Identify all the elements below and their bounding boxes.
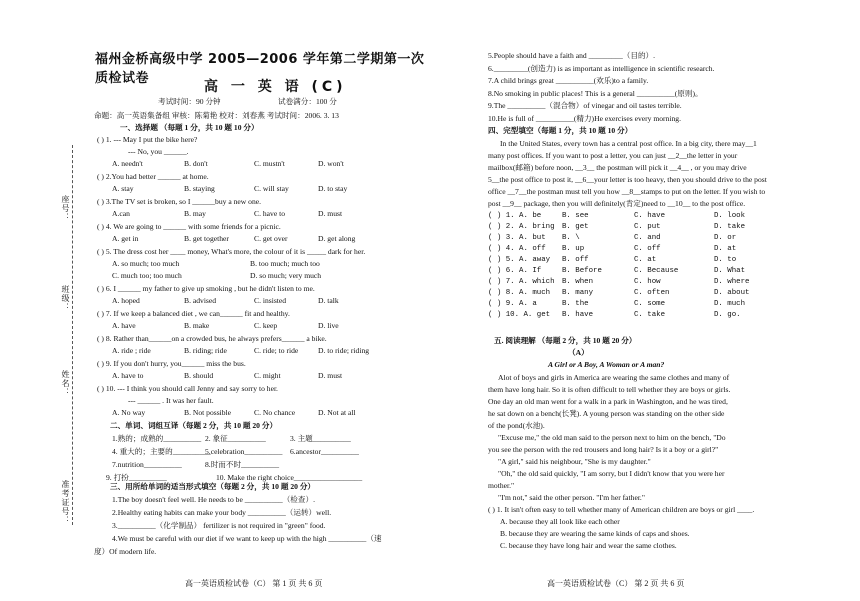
section-title: 二、单词、词组互译（每题 2 分，共 10 题 20 分） [110,421,278,430]
answer-option: D. live [318,321,339,330]
reading-passage-line: mother." [488,481,515,490]
cloze-option: C. often [634,289,670,297]
cloze-option: B. up [562,245,585,253]
answer-option: B. don't [184,159,208,168]
answer-option: D. Not at all [318,408,356,417]
section-title: 四、完型填空（每题 1 分，共 10 题 10 分） [488,126,633,135]
question-dialog: --- No, you ______. [128,147,189,156]
cloze-option: B. \ [562,234,580,242]
cloze-option: D. much [714,300,746,308]
reading-passage-line: "A girl," said his neighbour, "She is my daughter." [498,457,651,466]
cloze-option: C. Because [634,267,679,275]
cloze-option: ( ) 10. A. get [488,311,551,319]
cloze-passage-line: 5__the post office to post it, __6__your letter is too heavy, then you should drive to the post [488,175,767,184]
answer-option: D. so much; very much [250,271,322,280]
fill-in-item: 10.He is full of __________(精力)He exercises every morning. [488,113,681,123]
reading-passage-line: of the pond(水池). [488,421,545,430]
fill-in-item: 9.The __________（混合物）of vinegar and oil tastes terrible. [488,101,682,110]
answer-option: C. because they have long hair and wear the same clothes. [500,541,677,550]
question-stem: ( ) 6. I ______ my father to give up smoking , but he didn't listen to me. [97,284,315,293]
fill-in-item: 5.People should have a faith and _________（目的）. [488,51,656,60]
cloze-passage-line: mailbox(邮箱) before noon, __3__ the postman will pick it __4__ , or you may drive [488,163,747,172]
answer-option: C. keep [254,321,278,330]
translation-item: 2. 象征__________ [205,434,266,443]
cloze-option: C. put [634,223,661,231]
answer-option: A. No way [112,408,146,417]
translation-item: 9. 打扮__________ [106,473,167,482]
fill-in-item: 2.Healthy eating habits can make your body __________（运转）well. [112,508,332,517]
cloze-option: B. get [562,223,589,231]
exam-id-label: 准考证号： [61,480,70,525]
cloze-passage-line: many post offices. If you want to post a letter, you can just __2__the letter in your [488,151,738,160]
reading-passage-line: "Oh," the old said quickly, "I am sorry, but I didn't know that you were her [498,469,725,478]
answer-option: B. too much; much too [250,259,320,268]
cloze-passage-line: In the United States, every town has a central post office. In a big city, there may__1 [500,139,757,148]
question-dialog: --- ______ . It was her fault. [128,396,214,405]
cloze-option: C. have [634,212,666,220]
cloze-option: ( ) 7. A. which [488,278,555,286]
question-stem: ( ) 5. The dress cost her ____ money, What's more, the colour of it is _____ dark for her. [97,247,366,256]
cloze-option: B. have [562,311,594,319]
answer-option: A. because they all look like each other [500,517,620,526]
fill-in-item: 7.A child brings great __________(欢乐)to a family. [488,76,649,85]
name-label: 姓名： [61,370,70,397]
fill-in-item: 1.The boy doesn't feel well. He needs to be __________（检查）. [112,495,315,504]
binding-line [72,145,74,525]
reading-passage-line: Alot of boys and girls in America are wearing the same clothes and many of [498,373,730,382]
translation-item: 7.nutrition__________ [112,460,182,469]
answer-option: A. have to [112,371,144,380]
question-stem: ( ) 8. Rather than______on a crowded bus, he always prefers______ a bike. [97,334,327,343]
answer-option: B. advised [184,296,217,305]
answer-option: B. may [184,209,206,218]
cloze-option: ( ) 3. A. but [488,234,546,242]
question-stem: ( ) 1. --- May I put the bike here? [97,135,198,144]
reading-question: ( ) 1. It isn't often easy to tell whether many of American children are boys or girl ____. [488,505,755,514]
part-label: （A） [568,348,589,357]
answer-option: A. so much; too much [112,259,180,268]
cloze-option: B. see [562,212,589,220]
question-stem: ( ) 2.You had better ______ at home. [97,172,209,181]
answer-option: C. insisted [254,296,287,305]
cloze-option: D. go. [714,311,741,319]
cloze-option: D. where [714,278,750,286]
section-title: 五. 阅读理解 （每题 2 分，共 10 题 20 分） [494,336,637,345]
answer-option: D. talk [318,296,339,305]
full-score: 试卷满分：100 分 [278,97,337,106]
cloze-passage-line: post __9__ package, then you will definitely(肯定)need to __10__ to the post office. [488,199,746,208]
question-stem: ( ) 4. We are going to ______ with some friends for a picnic. [97,222,281,231]
translation-item: 1.熟的；成熟的__________ [112,434,202,443]
cloze-option: C. how [634,278,661,286]
question-stem: ( ) 9. If you don't hurry, you______ miss the bus. [97,359,246,368]
answer-option: C. much too; too much [112,271,182,280]
answer-option: C. might [254,371,281,380]
reading-passage-line: "I'm not," said the other person. "I'm her father." [498,493,645,502]
answer-option: D. to ride; riding [318,346,370,355]
cloze-passage-line: office __7__the postman must tell you how __8__stamps to put on the letter. If you wish to [488,187,766,196]
answer-option: C. will stay [254,184,289,193]
translation-item: 4. 重大的；主要的__________ [112,447,211,456]
answer-option: A. stay [112,184,134,193]
answer-option: A. needn't [112,159,143,168]
cloze-option: C. some [634,300,666,308]
cloze-option: D. What [714,267,746,275]
section-title: 一、选择题 （每题 1 分，共 10 题 10 分） [120,123,259,132]
answer-option: C. get over [254,234,288,243]
translation-item: 6.ancestor__________ [290,447,359,456]
answer-option: C. ride; to ride [254,346,299,355]
cloze-option: D. at [714,245,737,253]
cloze-option: ( ) 1. A. be [488,212,542,220]
cloze-option: D. look [714,212,746,220]
passage-title: A Girl or A Boy, A Woman or A man? [548,360,665,369]
cloze-option: ( ) 6. A. If [488,267,542,275]
reading-passage-line: he sat down on a bench(长凳). A young person was standing on the other side [488,409,725,418]
seat-number-label: 座号： [61,195,70,222]
fill-in-item: 6._________(创造力) is as important as intelligence in scientific research. [488,63,715,73]
reading-passage-line: them have long hair. So it is often difficult to tell whether they are boys or girls. [488,385,731,394]
cloze-option: C. off [634,245,661,253]
answer-option: B. should [184,371,214,380]
cloze-option: C. and [634,234,661,242]
cloze-option: C. take [634,311,666,319]
cloze-option: ( ) 2. A. bring [488,223,555,231]
fill-in-item: 4.We must be careful with our diet if we want to keep up with the high __________（速 [112,534,382,543]
answer-option: D. must [318,209,343,218]
answer-option: B. staying [184,184,215,193]
translation-item: 5.celebration__________ [205,447,283,456]
question-stem: ( ) 10. --- I think you should call Jenny and say sorry to her. [97,384,278,393]
question-stem: ( ) 7. If we keep a balanced diet , we can______ fit and healthy. [97,309,290,318]
fill-in-item: 8.No smoking in public places! This is a general __________(原则)。 [488,88,703,98]
answer-option: B. riding; ride [184,346,227,355]
cloze-option: D. to [714,256,737,264]
class-label: 班级： [61,285,70,312]
cloze-option: ( ) 4. A. off [488,245,546,253]
answer-option: D. must [318,371,343,380]
answer-option: B. get together [184,234,229,243]
cloze-option: ( ) 9. A. a [488,300,537,308]
answer-option: C. No chance [254,408,296,417]
cloze-option: ( ) 8. A. much [488,289,551,297]
translation-item: 10. Make the right choice__________________ [216,473,363,482]
answer-option: A. have [112,321,136,330]
cloze-option: D. take [714,223,746,231]
cloze-option: B. when [562,278,594,286]
exam-meta: 命题：高一英语集备组 审核：陈菊艳 校对：刘春燕 考试时间：2006. 3. 13 [94,111,339,120]
answer-option: D. won't [318,159,344,168]
answer-option: C. mustn't [254,159,285,168]
footer-left: 高一英语质检试卷（C） 第 1 页 共 6 页 [185,579,323,588]
fill-in-item: 3.__________（化学制品） fertilizer is not required in "green" food. [112,521,326,530]
answer-option: B. because they are wearing the same kinds of caps and shoes. [500,529,690,538]
cloze-option: ( ) 5. A. away [488,256,551,264]
translation-item: 8.时而不时__________ [205,460,280,469]
cloze-option: D. about [714,289,750,297]
answer-option: C. have to [254,209,286,218]
answer-option: B. make [184,321,210,330]
reading-passage-line: you see the person with the red trousers and long hair? Is it a boy or a girl?" [488,445,719,454]
exam-time: 考试时间：90 分钟 [158,97,221,106]
answer-option: A.can [112,209,130,218]
fill-in-item: 度）Of modern life. [94,547,157,556]
footer-right: 高一英语质检试卷（C） 第 2 页 共 6 页 [547,579,685,588]
answer-option: D. get along [318,234,356,243]
reading-passage-line: One day an old man went for a walk in a park in Washington, and he was tired, [488,397,728,406]
answer-option: A. ride ; ride [112,346,151,355]
answer-option: B. Not possible [184,408,232,417]
reading-passage-line: "Excuse me," the old man said to the person next to him on the bench, "Do [498,433,726,442]
answer-option: A. get in [112,234,139,243]
cloze-option: B. many [562,289,594,297]
document-title: 福州金桥高级中学 2005—2006 学年第二学期第一次质检试卷 [95,52,425,86]
cloze-option: C. at [634,256,657,264]
exam-subtitle: 高 一 英 语 (C) [204,79,347,95]
answer-option: D. to stay [318,184,348,193]
cloze-option: B. off [562,256,589,264]
page-right [430,0,860,601]
cloze-option: B. the [562,300,589,308]
cloze-option: D. or [714,234,737,242]
question-stem: ( ) 3.The TV set is broken, so I ______buy a new one. [97,197,262,206]
translation-item: 3. 主题__________ [290,434,351,443]
cloze-option: B. Before [562,267,602,275]
section-title: 三、用所给单词的适当形式填空（每题 2 分，共 10 题 20 分） [110,482,316,491]
answer-option: A. hoped [112,296,140,305]
